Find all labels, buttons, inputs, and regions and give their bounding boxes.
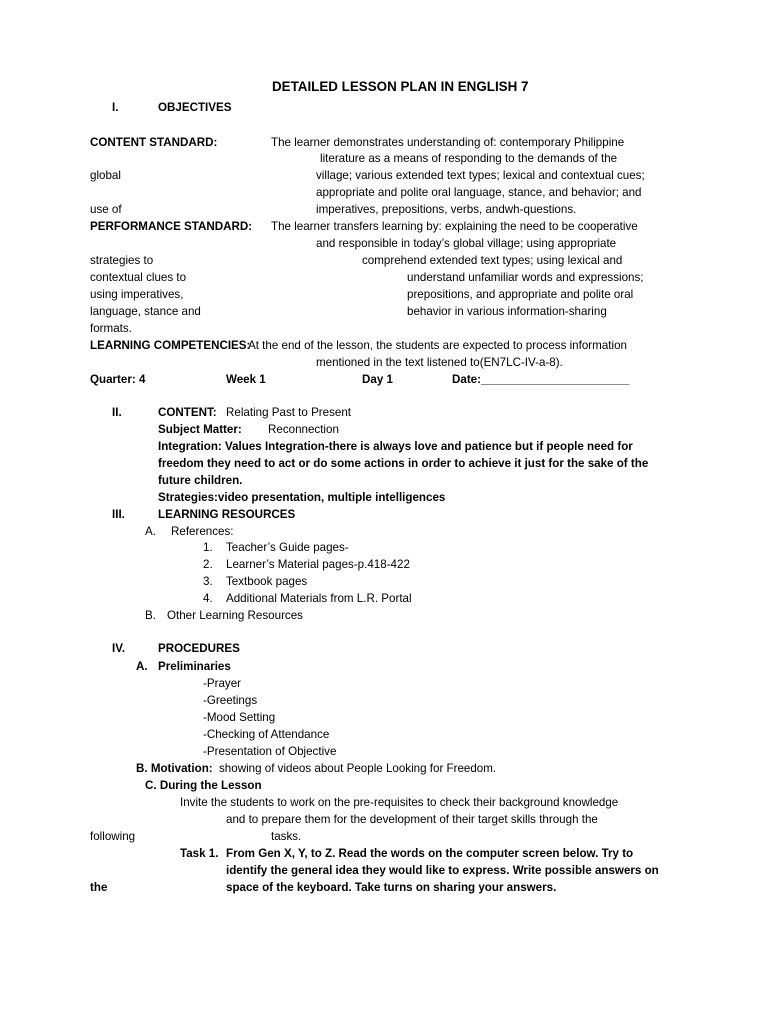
list-item: -Presentation of Objective [203, 745, 337, 758]
section-number: IV. [112, 642, 126, 655]
motivation-text: showing of videos about People Looking for Freedom. [219, 762, 497, 775]
content-standard-text: imperatives, prepositions, verbs, andwh-questions. [316, 203, 577, 216]
learning-competencies-text: mentioned in the text listened to(EN7LC-IV-a-8). [316, 356, 563, 369]
references-label: References: [171, 525, 234, 538]
during-lesson-text: tasks. [271, 830, 302, 843]
list-letter: A. [136, 660, 148, 673]
section-heading: OBJECTIVES [158, 101, 232, 114]
task-text: identify the general idea they would like to express. Write possible answers on [226, 864, 659, 877]
list-letter: A. [145, 525, 156, 538]
during-lesson-text: Invite the students to work on the pre-requisites to check their background knowledge [180, 796, 619, 809]
performance-standard-text: and responsible in today’s global village; using appropriate [316, 237, 617, 250]
section-number: I. [112, 101, 119, 114]
content-standard-text: global [90, 169, 121, 182]
performance-standard-text: The learner transfers learning by: explaining the need to be cooperative [271, 220, 638, 233]
other-resources-label: Other Learning Resources [167, 609, 303, 622]
list-letter: B. [145, 609, 156, 622]
performance-standard-text: contextual clues to [90, 271, 187, 284]
content-label: CONTENT: [158, 406, 217, 419]
performance-standard-label: PERFORMANCE STANDARD: [90, 220, 253, 233]
during-lesson-text: following [90, 830, 136, 843]
task-text: the [90, 881, 108, 894]
performance-standard-text: prepositions, and appropriate and polite oral [407, 288, 634, 301]
performance-standard-text: language, stance and [90, 305, 201, 318]
content-standard-text: The learner demonstrates understanding of: contemporary Philippine [271, 136, 625, 149]
date-field: Date:_______________________ [452, 373, 630, 386]
list-item: Additional Materials from L.R. Portal [226, 592, 412, 605]
during-lesson-text: and to prepare them for the development of their target skills through the [226, 813, 598, 826]
content-standard-text: village; various extended text types; lexical and contextual cues; [316, 169, 645, 182]
list-number: 1. [203, 541, 213, 554]
list-item: -Mood Setting [203, 711, 276, 724]
week: Week 1 [226, 373, 266, 386]
performance-standard-text: understand unfamiliar words and expressions; [407, 271, 644, 284]
list-number: 4. [203, 592, 213, 605]
strategies-text: Strategies:video presentation, multiple intelligences [158, 491, 446, 504]
list-item: -Prayer [203, 677, 242, 690]
list-item: Textbook pages [226, 575, 308, 588]
integration-text: future children. [158, 474, 243, 487]
list-item: -Greetings [203, 694, 258, 707]
list-number: 3. [203, 575, 213, 588]
task-text: From Gen X, Y, to Z. Read the words on the computer screen below. Try to [226, 847, 634, 860]
performance-standard-text: using imperatives, [90, 288, 184, 301]
content-standard-text: use of [90, 203, 122, 216]
performance-standard-text: formats. [90, 322, 132, 335]
learning-competencies-label: LEARNING COMPETENCIES: [90, 339, 251, 352]
quarter: Quarter: 4 [90, 373, 146, 386]
list-item: -Checking of Attendance [203, 728, 330, 741]
list-item: Teacher’s Guide pages- [226, 541, 349, 554]
task-label: Task 1. [180, 847, 219, 860]
performance-standard-text: behavior in various information-sharing [407, 305, 607, 318]
during-lesson-label: C. During the Lesson [145, 779, 262, 792]
content-standard-text: appropriate and polite oral language, stance, and behavior; and [316, 186, 642, 199]
task-text: space of the keyboard. Take turns on sharing your answers. [226, 881, 557, 894]
subject-matter-value: Reconnection [268, 423, 339, 436]
section-heading: LEARNING RESOURCES [158, 508, 296, 521]
section-number: II. [112, 406, 122, 419]
list-number: 2. [203, 558, 213, 571]
section-heading: PROCEDURES [158, 642, 240, 655]
subject-matter-label: Subject Matter: [158, 423, 242, 436]
performance-standard-text: strategies to [90, 254, 154, 267]
document-title: DETAILED LESSON PLAN IN ENGLISH 7 [272, 79, 529, 94]
learning-competencies-text: At the end of the lesson, the students are expected to process information [248, 339, 627, 352]
integration-text: Integration: Values Integration-there is always love and patience but if people need for [158, 440, 633, 453]
content-standard-text: literature as a means of responding to the demands of the [320, 152, 618, 165]
preliminaries-label: Preliminaries [158, 660, 231, 673]
content-standard-label: CONTENT STANDARD: [90, 136, 218, 149]
day: Day 1 [362, 373, 393, 386]
list-item: Learner’s Material pages-p.418-422 [226, 558, 410, 571]
content-value: Relating Past to Present [226, 406, 352, 419]
motivation-label: B. Motivation: [136, 762, 213, 775]
performance-standard-text: comprehend extended text types; using lexical and [362, 254, 623, 267]
section-number: III. [112, 508, 125, 521]
integration-text: freedom they need to act or do some actions in order to achieve it just for the sake of the [158, 457, 649, 470]
